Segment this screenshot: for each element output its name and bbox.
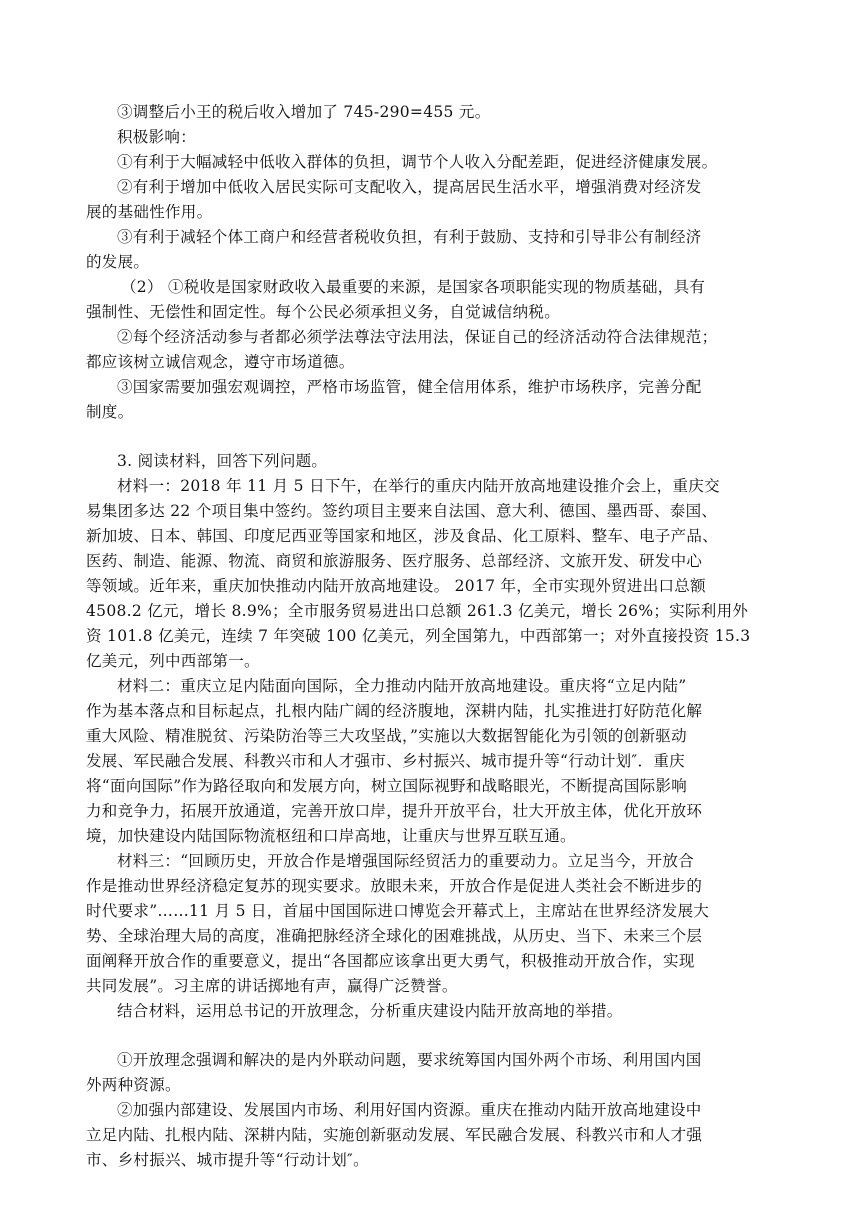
text-line: 发展、军民融合发展、科教兴市和人才强市、乡村振兴、城市提升等“行动计划″．重庆: [86, 752, 685, 770]
text-line: 医药、制造、能源、物流、商贸和旅游服务、医疗服务、总部经济、文旅开发、研发中心: [86, 552, 703, 570]
text-line: 资 101.8 亿美元，连续 7 年突破 100 亿美元，列全国第九，中西部第一；对外直接投资 15.3: [86, 627, 751, 645]
text-line: 积极影响：: [117, 128, 197, 146]
answer-line: 立足内陆、扎根内陆、深耕内陆，实施创新驱动发展、军民融合发展、科教兴市和人才强: [86, 1126, 703, 1144]
text-line: 作是推动世界经济稳定复苏的现实要求。放眼未来，开放合作是促进人类社会不断进步的: [86, 877, 703, 895]
answer-line: ①开放理念强调和解决的是内外联动问题，要求统筹国内国外两个市场、利用国内国: [117, 1051, 702, 1069]
text-line: ②每个经济活动参与者都必须学法尊法守法用法，保证自己的经济活动符合法律规范；: [117, 328, 718, 346]
text-line: 强制性、无偿性和固定性。每个公民必须承担义务，自觉诚信纳税。: [86, 303, 561, 321]
text-line: ③国家需要加强宏观调控，严格市场监管，健全信用体系，维护市场秩序，完善分配: [117, 378, 702, 396]
text-line: 面阐释开放合作的重要意义，提出“各国都应该拿出更大勇气，积极推动开放合作，实现: [86, 952, 695, 970]
text-line: 力和竞争力，拓展开放通道，完善开放口岸，提升开放平台，壮大开放主体，优化开放环: [86, 802, 703, 820]
text-line: 4508.2 亿元，增长 8.9%；全市服务贸易进出口总额 261.3 亿美元，增长 26%；实际利用外: [86, 602, 749, 620]
answer-line: 外两种资源。: [86, 1076, 181, 1094]
question-prompt: 结合材料，运用总书记的开放理念，分析重庆建设内陆开放高地的举措。: [117, 1002, 623, 1020]
text-line: 共同发展”。习主席的讲话掷地有声，赢得广泛赞誉。: [86, 977, 458, 995]
answer-line: ②加强内部建设、发展国内市场、利用好国内资源。重庆在推动内陆开放高地建设中: [117, 1101, 702, 1119]
text-line: 展的基础性作用。: [86, 203, 213, 221]
text-line: 境，加快建设内陆国际物流枢纽和口岸高地，让重庆与世界互联互通。: [86, 827, 576, 845]
text-line: 重大风险、精准脱贫、污染防治等三大攻坚战，”实施以大数据智能化为引领的创新驱动: [86, 727, 687, 745]
text-line: 势、全球治理大局的高度，准确把脉经济全球化的困难挑战，从历史、当下、未来三个层: [86, 927, 703, 945]
text-line: 亿美元，列中西部第一。: [86, 652, 260, 670]
text-line: 新加坡、日本、韩国、印度尼西亚等国家和地区，涉及食品、化工原料、整车、电子产品、: [86, 527, 719, 545]
text-line: ①有利于大幅减轻中低收入群体的负担，调节个人收入分配差距，促进经济健康发展。: [117, 153, 718, 171]
text-line: 制度。: [86, 403, 134, 421]
text-line: 材料二：重庆立足内陆面向国际，全力推动内陆开放高地建设。重庆将“立足内陆”: [117, 677, 687, 695]
answer-line: 市、乡村振兴、城市提升等“行动计划″。: [86, 1151, 369, 1169]
text-line: 作为基本落点和目标起点，扎根内陆广阔的经济腹地，深耕内陆，扎实推进打好防范化解: [86, 702, 703, 720]
text-line: 易集团多达 22 个项目集中签约。签约项目主要来自法国、意大利、德国、墨西哥、泰国、: [86, 502, 718, 520]
text-line: 材料一：2018 年 11 月 5 日下午，在举行的重庆内陆开放高地建设推介会上，重庆交: [117, 477, 720, 495]
text-line: ③调整后小王的税后收入增加了 745-290=455 元。: [117, 103, 491, 121]
text-line: （2） ①税收是国家财政收入最重要的来源，是国家各项职能实现的物质基础，具有: [121, 278, 706, 296]
text-line: 等领域。近年来，重庆加快推动内陆开放高地建设。 2017 年，全市实现外贸进出口总额: [86, 577, 706, 595]
text-line: 将“面向国际”作为路径取向和发展方向，树立国际视野和战略眼光，不断提高国际影响: [86, 777, 688, 795]
text-line: 时代要求”……11 月 5 日，首届中国国际进口博览会开幕式上，主席站在世界经济发展大: [86, 902, 710, 920]
question-heading: 3. 阅读材料，回答下列问题。: [117, 452, 328, 470]
text-line: 都应该树立诚信观念，遵守市场道德。: [86, 353, 355, 371]
text-line: ②有利于增加中低收入居民实际可支配收入，提高居民生活水平，增强消费对经济发: [117, 178, 702, 196]
text-line: 的发展。: [86, 253, 150, 271]
text-line: 材料三：“回顾历史，开放合作是增强国际经贸活力的重要动力。立足当今，开放合: [117, 852, 695, 870]
text-line: ③有利于减轻个体工商户和经营者税收负担，有利于鼓励、支持和引导非公有制经济: [117, 228, 702, 246]
